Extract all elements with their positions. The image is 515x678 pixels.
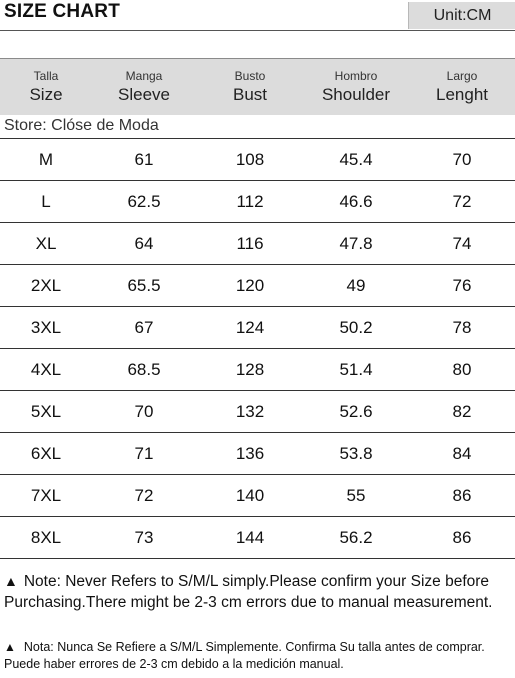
cell-sleeve: 62.5 — [127, 192, 161, 211]
cell-length: 76 — [452, 276, 472, 295]
note-spanish — [4, 639, 509, 673]
cell-length: 78 — [452, 318, 472, 337]
cell-sleeve: 65.5 — [127, 276, 161, 295]
cell-shoulder: 55 — [346, 486, 366, 505]
table-row — [0, 390, 515, 432]
cell-sleeve: 61 — [134, 150, 154, 169]
cell-sleeve: 64 — [134, 234, 154, 253]
note-english-text: Note: Never Refers to S/M/L simply.Please confirm your Size before Purchasing.There might be 2-3 cm errors due to manual measurement. — [4, 573, 493, 611]
cell-shoulder: 52.6 — [339, 402, 373, 421]
table-row — [0, 306, 515, 348]
header-bust — [233, 59, 267, 115]
cell-size: 4XL — [30, 360, 62, 379]
cell-bust: 144 — [235, 528, 265, 547]
cell-sleeve: 73 — [134, 528, 154, 547]
cell-sleeve: 68.5 — [127, 360, 161, 379]
table-row — [0, 432, 515, 474]
cell-size: XL — [35, 234, 57, 253]
cell-sleeve: 70 — [134, 402, 154, 421]
cell-size: 6XL — [30, 444, 62, 463]
header-bust-es: Busto — [234, 69, 266, 83]
cell-shoulder: 47.8 — [339, 234, 373, 253]
warning-triangle-icon: ▲ — [4, 573, 18, 589]
table-row — [0, 348, 515, 390]
table-row — [0, 222, 515, 264]
cell-size: L — [41, 192, 51, 211]
cell-length: 86 — [452, 528, 472, 547]
cell-bust: 116 — [236, 234, 264, 253]
cell-length: 80 — [452, 360, 472, 379]
header-length — [436, 59, 488, 115]
cell-size: 3XL — [30, 318, 62, 337]
divider — [0, 30, 515, 31]
header-sleeve — [118, 59, 170, 115]
table-row — [0, 516, 515, 559]
chart-title: SIZE CHART — [4, 1, 120, 22]
cell-length: 72 — [452, 192, 472, 211]
header-size-en: Size — [29, 85, 63, 104]
note-english — [4, 571, 509, 613]
header-shoulder-en: Shoulder — [321, 85, 391, 104]
header-size — [29, 59, 62, 115]
cell-shoulder: 51.4 — [339, 360, 373, 379]
cell-size: 7XL — [30, 486, 62, 505]
header-shoulder-es: Hombro — [334, 69, 378, 83]
header-length-es: Largo — [446, 69, 478, 83]
warning-triangle-icon: ▲ — [4, 640, 16, 654]
cell-size: 8XL — [30, 528, 62, 547]
header-sleeve-en: Sleeve — [118, 85, 170, 104]
cell-size: M — [38, 150, 54, 169]
cell-length: 70 — [452, 150, 472, 169]
header-size-es: Talla — [33, 69, 59, 83]
cell-length: 86 — [452, 486, 472, 505]
cell-shoulder: 46.6 — [339, 192, 373, 211]
cell-shoulder: 56.2 — [339, 528, 373, 547]
cell-bust: 136 — [235, 444, 265, 463]
header-bust-en: Bust — [232, 85, 268, 104]
store-label: Store: Clóse de Moda — [4, 117, 159, 134]
cell-size: 5XL — [30, 402, 62, 421]
cell-length: 74 — [452, 234, 472, 253]
unit-label: Unit:CM — [408, 2, 515, 29]
cell-bust: 120 — [235, 276, 265, 295]
header-length-en: Lenght — [436, 85, 488, 104]
cell-length: 82 — [452, 402, 472, 421]
cell-shoulder: 53.8 — [339, 444, 373, 463]
cell-bust: 108 — [235, 150, 265, 169]
cell-sleeve: 72 — [134, 486, 154, 505]
table-row — [0, 264, 515, 306]
table-row — [0, 138, 515, 180]
cell-sleeve: 71 — [134, 444, 154, 463]
cell-length: 84 — [452, 444, 472, 463]
header-sleeve-es: Manga — [125, 69, 163, 83]
cell-sleeve: 67 — [134, 318, 154, 337]
cell-bust: 140 — [235, 486, 265, 505]
table-row — [0, 474, 515, 516]
cell-bust: 128 — [235, 360, 265, 379]
size-table — [0, 138, 515, 559]
cell-shoulder: 45.4 — [339, 150, 373, 169]
cell-shoulder: 49 — [346, 276, 366, 295]
header-shoulder — [322, 59, 390, 115]
cell-bust: 124 — [235, 318, 265, 337]
cell-bust: 112 — [236, 192, 264, 211]
cell-bust: 132 — [235, 402, 265, 421]
table-header — [0, 58, 515, 115]
note-spanish-text: Nota: Nunca Se Refiere a S/M/L Simplemente. Confirma Su talla antes de comprar. Puede haber errores de 2-3 cm debido a la medición manual. — [4, 640, 485, 671]
table-row — [0, 180, 515, 222]
cell-size: 2XL — [30, 276, 62, 295]
cell-shoulder: 50.2 — [339, 318, 373, 337]
